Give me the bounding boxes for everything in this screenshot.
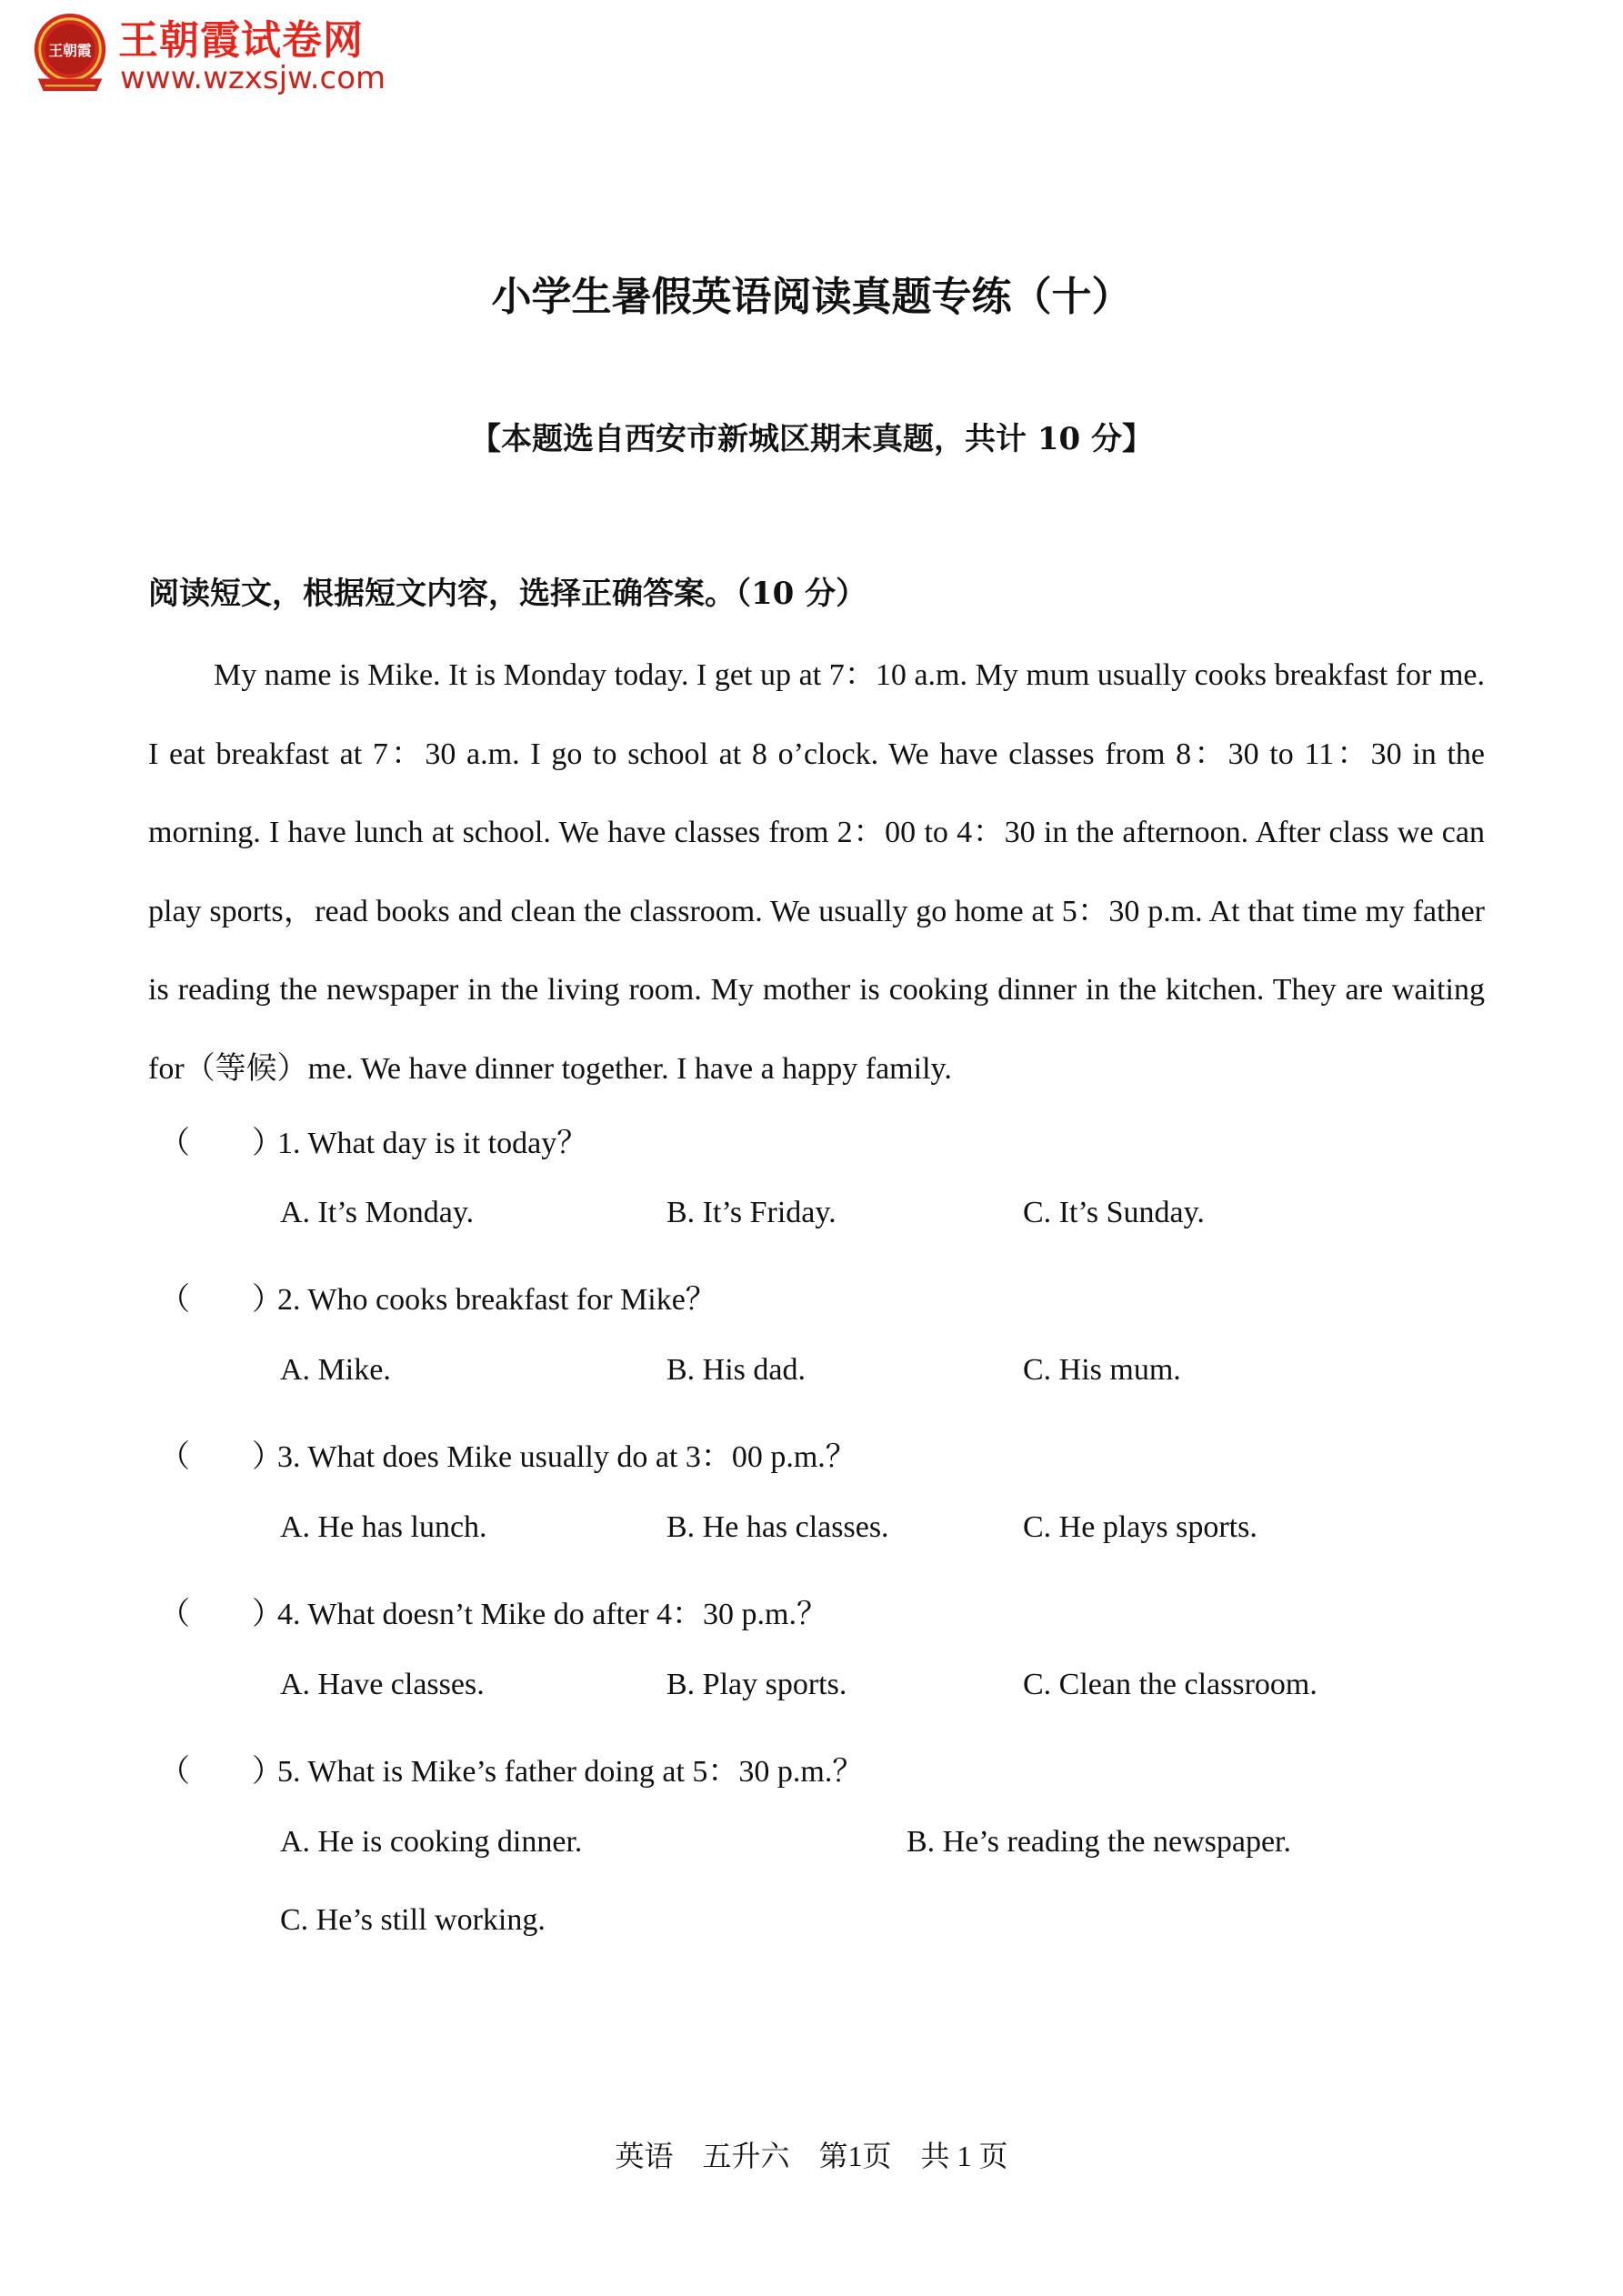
question-2 (159, 1274, 716, 1318)
page-title: 小学生暑假英语阅读真题专练（十） (491, 274, 1132, 320)
answer-blank[interactable]: （ ） (159, 1283, 283, 1317)
page-footer: 英语 五升六 第1页 共 1 页 (615, 2140, 1008, 2172)
option-b: B. Play sports. (666, 1668, 847, 1701)
question-3 (159, 1431, 857, 1476)
answer-blank[interactable]: （ ） (159, 1127, 283, 1160)
answer-blank[interactable]: （ ） (159, 1598, 283, 1631)
reading-passage: My name is Mike. It is Monday today. I get up at 7：10 a.m. My mum usually cooks breakfast for me. I eat breakfast at 7：30 a.m. I go to school at 8 o’clock. We have classes from 8：30 to 11：30 in the morning. I have lunch at school. We have classes from 2：00 to 4：30 in the afternoon. After class we can play sports，read books and clean the classroom. We usually go home at 5：30 p.m. At that time my father is reading the newspaper in the living room. My mother is cooking dinner in the kitchen. They are waiting for（等候）me. We have dinner together. I have a happy family. (148, 658, 1485, 1086)
question-text: 5. What is Mike’s father doing at 5：30 p.m.？ (277, 1755, 864, 1789)
page-subtitle: 【本题选自西安市新城区期末真题，共计 10 分】 (470, 421, 1153, 457)
option-c: C. He’s still working. (280, 1903, 546, 1937)
option-a: A. He has lunch. (280, 1510, 487, 1544)
logo-text: 王朝霞 (48, 41, 92, 59)
brand-name: 王朝霞试卷网 (118, 17, 364, 64)
question-text: 4. What doesn’t Mike do after 4：30 p.m.？ (277, 1598, 827, 1631)
brand-logo-icon (25, 9, 115, 98)
answer-blank[interactable]: （ ） (159, 1755, 283, 1789)
option-a: A. It’s Monday. (280, 1196, 475, 1229)
option-c: C. His mum. (1023, 1353, 1181, 1387)
option-b: B. He has classes. (666, 1510, 889, 1544)
option-a: A. Mike. (280, 1353, 391, 1387)
option-c: C. Clean the classroom. (1023, 1668, 1317, 1701)
question-4 (159, 1589, 827, 1633)
option-b: B. He’s reading the newspaper. (907, 1825, 1291, 1859)
option-c: C. It’s Sunday. (1023, 1196, 1205, 1229)
question-1 (159, 1118, 587, 1162)
option-b: B. It’s Friday. (666, 1196, 837, 1229)
section-instruction: 阅读短文，根据短文内容，选择正确答案。（10 分） (148, 576, 867, 612)
option-a: A. He is cooking dinner. (280, 1825, 583, 1859)
brand-url[interactable]: www.wzxsjw.com (120, 60, 386, 96)
option-a: A. Have classes. (280, 1668, 485, 1701)
question-text: 2. Who cooks breakfast for Mike？ (277, 1283, 716, 1317)
question-5 (159, 1746, 863, 1790)
question-text: 1. What day is it today？ (277, 1127, 588, 1160)
option-b: B. His dad. (666, 1353, 806, 1387)
answer-blank[interactable]: （ ） (159, 1440, 283, 1474)
option-c: C. He plays sports. (1023, 1510, 1257, 1544)
question-text: 3. What does Mike usually do at 3：00 p.m.？ (277, 1440, 857, 1474)
